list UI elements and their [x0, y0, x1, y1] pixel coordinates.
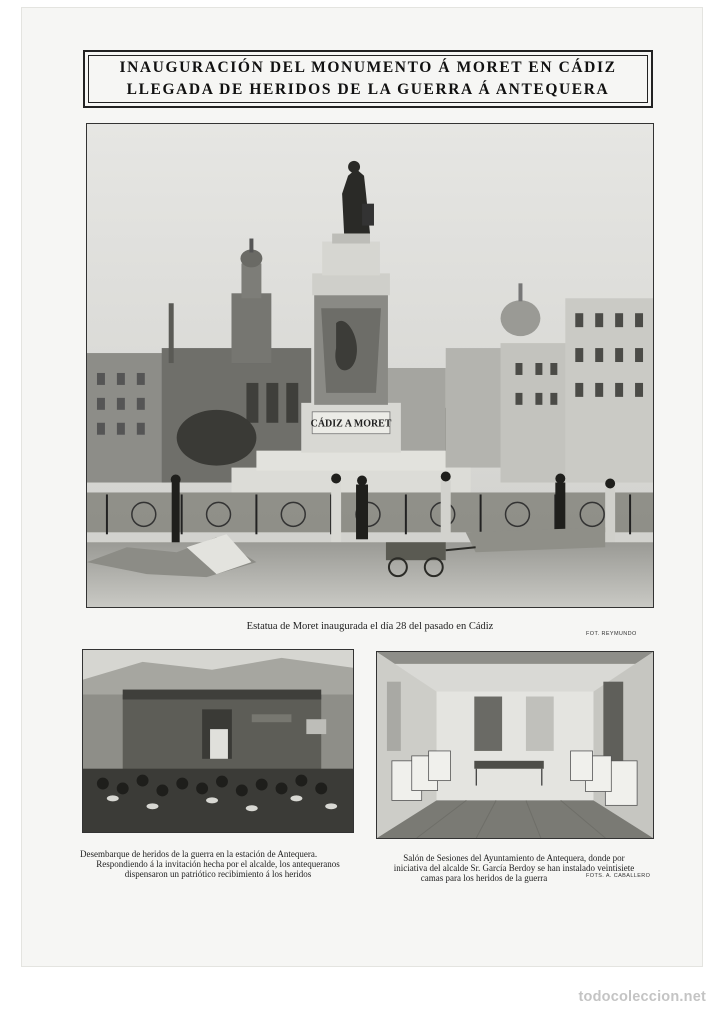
- hall-caption-line-1: Salón de Sesiones del Ayuntamiento de Antequera, donde por: [403, 853, 625, 863]
- headline-line-2: LLEGADA DE HERIDOS DE LA GUERRA Á ANTEQUERA: [126, 81, 610, 98]
- station-photo: [82, 649, 354, 833]
- headline-line-1: INAUGURACIÓN DEL MONUMENTO Á MORET EN CÁDIZ: [119, 59, 617, 76]
- monument-photo: [86, 123, 654, 608]
- hall-caption-line-2: iniciativa del alcalde Sr. García Berdoy se han instalado veintisiete: [393, 863, 635, 873]
- hall-photo: [376, 651, 654, 839]
- hall-caption-line-3: camas para los heridos de la guerra: [420, 873, 548, 883]
- station-caption-line-2: Respondiendo á la invitación hecha por el alcalde, los antequeranos: [96, 859, 340, 869]
- headline-box: [83, 50, 653, 108]
- pedestal-inscription: CÁDIZ A MORET: [310, 418, 392, 430]
- monument-photo-credit: FOT. REYMUNDO: [586, 631, 637, 637]
- station-caption-line-1: Desembarque de heridos de la guerra en la estación de Antequera.: [80, 849, 318, 859]
- station-caption-line-3: dispensaron un patriótico recibimiento á los heridos: [124, 869, 312, 879]
- monument-caption: Estatua de Moret inaugurada el día 28 del pasado en Cádiz: [246, 621, 494, 632]
- site-watermark: todocoleccion.net: [578, 989, 706, 1005]
- station-caption: [80, 849, 356, 879]
- hall-photo-credit: FOTS. A. CABALLERO: [586, 873, 651, 879]
